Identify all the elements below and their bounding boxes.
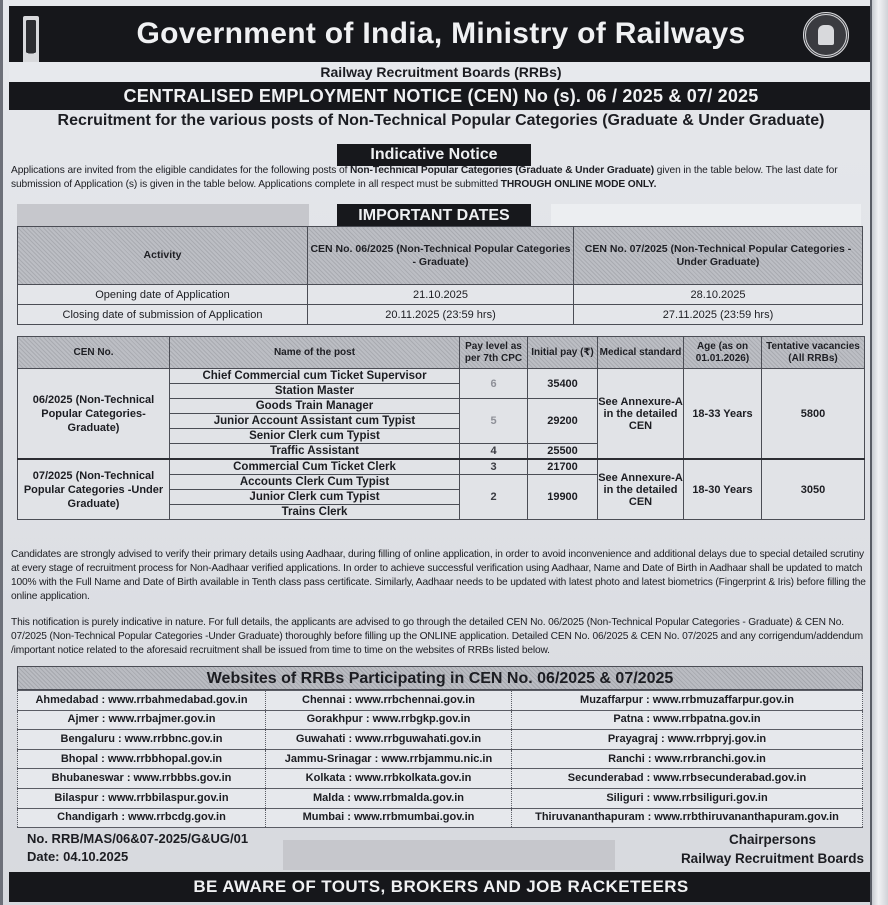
rrb-website-link[interactable]: Kolkata : www.rrbkolkata.gov.in — [266, 769, 512, 789]
notice-date: Date: 04.10.2025 — [27, 849, 129, 864]
cen-banner: CENTRALISED EMPLOYMENT NOTICE (CEN) No (s). 06 / 2025 & 07/ 2025 — [9, 82, 873, 110]
col-vacancies: Tentative vacancies (All RRBs) — [762, 337, 865, 369]
intro-text-2: given in the table below. The last date for submission of Application (s) is given in the table below. Applications complete in all respect must be submitted — [11, 165, 838, 190]
cen-cell: 07/2025 (Non-Technical Popular Categories -Under Graduate) — [18, 459, 170, 520]
activity-cell: Opening date of Application — [18, 285, 308, 305]
rrb-website-link[interactable]: Gorakhpur : www.rrbgkp.gov.in — [266, 710, 512, 730]
col-post-name: Name of the post — [170, 337, 460, 369]
rrb-website-link[interactable]: Siliguri : www.rrbsiliguri.gov.in — [512, 788, 863, 808]
post-name-cell: Junior Clerk cum Typist — [170, 490, 460, 505]
post-name-cell: Goods Train Manager — [170, 399, 460, 414]
rrb-website-link[interactable]: Secunderabad : www.rrbsecunderabad.gov.in — [512, 769, 863, 789]
indian-railways-logo-icon — [803, 12, 849, 58]
initial-pay-cell: 35400 — [528, 369, 598, 399]
rrb-website-link[interactable]: Chennai : www.rrbchennai.gov.in — [266, 691, 512, 711]
rrb-website-link[interactable]: Guwahati : www.rrbguwahati.gov.in — [266, 730, 512, 750]
table-row — [18, 788, 863, 808]
redacted-area — [551, 204, 861, 226]
post-name-cell: Station Master — [170, 384, 460, 399]
col-initial-pay: Initial pay (₹) — [528, 337, 598, 369]
indicative-nature-paragraph: This notification is purely indicative in nature. For full details, the applicants are advised to go through the detailed CEN No. 06/2025 (Non-Technical Popular Categories - Graduate) & CEN No. 07/2025 (Non-Technical Popular Categories -Under Graduate) thoroughly before filling up the ONLINE application. Detailed CEN No. 06/2025 & CEN No. 07/2025 and any corrigendum/addendum /important notice related to the aforesaid recruitment shall be issued from time to time on the websites of RRBs listed below. — [11, 617, 864, 656]
intro-bold-2: THROUGH ONLINE MODE ONLY. — [500, 179, 657, 190]
medical-cell: See Annexure-A in the detailed CEN — [598, 459, 684, 520]
date-cell: 21.10.2025 — [308, 285, 574, 305]
table-header-row — [18, 227, 863, 285]
date-cell: 20.11.2025 (23:59 hrs) — [308, 305, 574, 325]
rrb-website-link[interactable]: Malda : www.rrbmalda.gov.in — [266, 788, 512, 808]
date-cell: 28.10.2025 — [574, 285, 863, 305]
post-name-cell: Accounts Clerk Cum Typist — [170, 475, 460, 490]
table-row — [18, 691, 863, 711]
post-name-cell: Junior Account Assistant cum Typist — [170, 414, 460, 429]
table-row — [18, 285, 863, 305]
table-row — [18, 710, 863, 730]
important-dates-table — [17, 226, 863, 325]
post-name-cell: Chief Commercial cum Ticket Supervisor — [170, 369, 460, 384]
rrb-website-link[interactable]: Bilaspur : www.rrbbilaspur.gov.in — [18, 788, 266, 808]
signatory-org: Railway Recruitment Boards — [680, 851, 864, 866]
rrb-subtitle: Railway Recruitment Boards (RRBs) — [9, 62, 873, 82]
pay-level-cell: 4 — [460, 444, 528, 460]
age-cell: 18-30 Years — [684, 459, 762, 520]
rrb-website-link[interactable]: Muzaffarpur : www.rrbmuzaffarpur.gov.in — [512, 691, 863, 711]
aadhaar-advisory-paragraph: Candidates are strongly advised to verify their primary details using Aadhaar, during filling of online application, in order to avoid inconvenience and additional delays due to special detailed scrutiny at every stage of recruitment process for Non-Aadhaar verified applications. In order to achieve successful verification using Aadhaar, Name and Date of Birth in Aadhaar shall be updated to match 100% with the Full Name and Date of Birth available in Tenth class pass certificate. Similarly, Aadhaar needs to be updated with latest photo and latest biometrics (Fingerprint & Iris) before filling the online application. — [11, 549, 866, 602]
warning-banner: BE AWARE OF TOUTS, BROKERS AND JOB RACKETEERS — [9, 872, 873, 902]
indicative-notice-label: Indicative Notice — [337, 144, 531, 166]
page-title: Government of India, Ministry of Railways — [136, 17, 746, 50]
initial-pay-cell: 25500 — [528, 444, 598, 460]
page-edge — [870, 0, 888, 905]
important-dates-label: IMPORTANT DATES — [337, 204, 531, 228]
table-row — [18, 305, 863, 325]
title-banner — [9, 6, 873, 62]
reference-block — [27, 830, 248, 866]
activity-cell: Closing date of submission of Application — [18, 305, 308, 325]
posts-table — [17, 336, 865, 520]
post-name-cell: Trains Clerk — [170, 505, 460, 520]
rrb-website-link[interactable]: Bhubaneswar : www.rrbbbs.gov.in — [18, 769, 266, 789]
rrb-website-link[interactable]: Jammu-Srinagar : www.rrbjammu.nic.in — [266, 749, 512, 769]
initial-pay-cell: 29200 — [528, 399, 598, 444]
national-emblem-icon — [23, 16, 39, 64]
col-cen-no: CEN No. — [18, 337, 170, 369]
rrb-website-link[interactable]: Prayagraj : www.rrbpryj.gov.in — [512, 730, 863, 750]
table-row — [18, 730, 863, 750]
vacancies-cell: 3050 — [762, 459, 865, 520]
reference-number: No. RRB/MAS/06&07-2025/G&UG/01 — [27, 831, 249, 846]
websites-heading: Websites of RRBs Participating in CEN No. 06/2025 & 07/2025 — [17, 666, 863, 690]
initial-pay-cell: 19900 — [528, 475, 598, 520]
intro-paragraph — [11, 164, 867, 192]
pay-level-cell: 5 — [460, 399, 528, 444]
table-row — [18, 769, 863, 789]
col-age: Age (as on 01.01.2026) — [684, 337, 762, 369]
table-row — [18, 808, 863, 828]
age-cell: 18-33 Years — [684, 369, 762, 460]
vacancies-cell: 5800 — [762, 369, 865, 460]
col-medical: Medical standard — [598, 337, 684, 369]
rrb-website-link[interactable]: Ahmedabad : www.rrbahmedabad.gov.in — [18, 691, 266, 711]
col-cen06: CEN No. 06/2025 (Non-Technical Popular Categories - Graduate) — [308, 227, 574, 285]
medical-cell: See Annexure-A in the detailed CEN — [598, 369, 684, 460]
rrb-website-link[interactable]: Ranchi : www.rrbranchi.gov.in — [512, 749, 863, 769]
rrb-website-link[interactable]: Mumbai : www.rrbmumbai.gov.in — [266, 808, 512, 828]
rrb-website-link[interactable]: Bhopal : www.rrbbhopal.gov.in — [18, 749, 266, 769]
table-row — [18, 749, 863, 769]
rrb-website-link[interactable]: Thiruvananthapuram : www.rrbthiruvananthapuram.gov.in — [512, 808, 863, 828]
rrb-websites-table — [17, 690, 863, 828]
signature-block — [681, 830, 864, 868]
cen-cell: 06/2025 (Non-Technical Popular Categories- Graduate) — [18, 369, 170, 460]
signatory-title: Chairpersons — [728, 832, 816, 847]
post-name-cell: Commercial Cum Ticket Clerk — [170, 459, 460, 475]
pay-level-cell: 3 — [460, 459, 528, 475]
table-row — [18, 459, 865, 475]
initial-pay-cell: 21700 — [528, 459, 598, 475]
pay-level-cell: 2 — [460, 475, 528, 520]
date-cell: 27.11.2025 (23:59 hrs) — [574, 305, 863, 325]
col-activity: Activity — [18, 227, 308, 285]
rrb-website-link[interactable]: Bengaluru : www.rrbbnc.gov.in — [18, 730, 266, 750]
rrb-website-link[interactable]: Patna : www.rrbpatna.gov.in — [512, 710, 863, 730]
recruitment-heading: Recruitment for the various posts of Non-Technical Popular Categories (Graduate & Under Graduate) — [57, 112, 825, 129]
post-name-cell: Senior Clerk cum Typist — [170, 429, 460, 444]
rrb-website-link[interactable]: Ajmer : www.rrbajmer.gov.in — [18, 710, 266, 730]
redacted-area — [17, 204, 309, 226]
pay-level-cell: 6 — [460, 369, 528, 399]
intro-text-1: Applications are invited from the eligible candidates for the following posts of — [11, 165, 351, 176]
col-cen07: CEN No. 07/2025 (Non-Technical Popular Categories - Under Graduate) — [574, 227, 863, 285]
post-name-cell: Traffic Assistant — [170, 444, 460, 460]
col-pay-level: Pay level as per 7th CPC — [460, 337, 528, 369]
table-header-row — [18, 337, 865, 369]
intro-bold-1: Non-Technical Popular Categories (Graduate & Under Graduate) — [350, 165, 655, 176]
table-row — [18, 369, 865, 384]
redacted-area — [283, 840, 615, 870]
rrb-website-link[interactable]: Chandigarh : www.rrbcdg.gov.in — [18, 808, 266, 828]
